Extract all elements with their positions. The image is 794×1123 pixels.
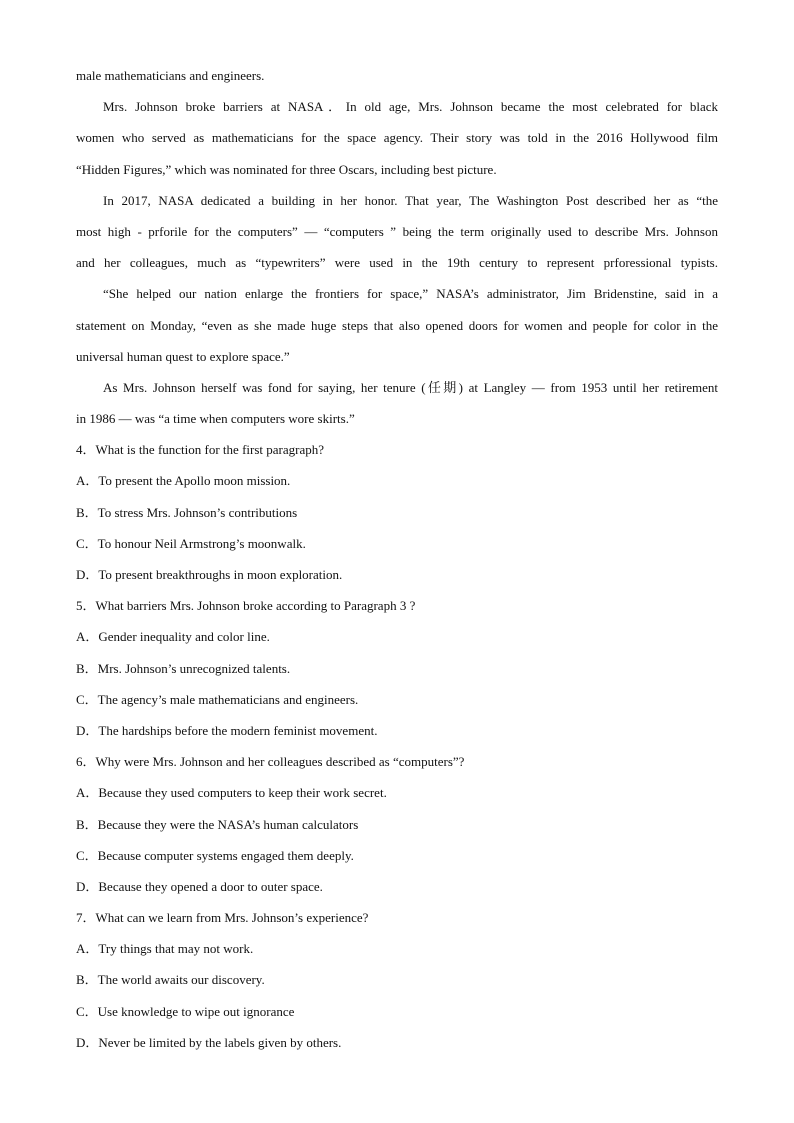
passage <box>76 66 718 440</box>
answer-option-c: C．Because computer systems engaged them deeply. <box>76 847 354 863</box>
passage-line: and her colleagues, much as “typewriters” were used in the 19th century to represent prforessional typists. <box>76 255 718 271</box>
answer-option-b: B．To stress Mrs. Johnson’s contributions <box>76 504 298 520</box>
passage-line: most high - prforile for the computers” — “computers ” being the term originally used to describe Mrs. Johnson <box>76 223 718 239</box>
answer-option-a: A．Gender inequality and color line. <box>76 629 270 645</box>
question-5 <box>76 596 718 752</box>
answer-option-d: D．Because they opened a door to outer space. <box>76 878 323 894</box>
question-stem: 5．What barriers Mrs. Johnson broke according to Paragraph 3 ? <box>76 598 416 614</box>
passage-line: “Hidden Figures,” which was nominated for three Oscars, including best picture. <box>76 161 497 177</box>
question-stem: 7．What can we learn from Mrs. Johnson’s experience? <box>76 910 369 926</box>
answer-option-b: B．The world awaits our discovery. <box>76 972 265 988</box>
answer-option-a: A．Try things that may not work. <box>76 941 254 957</box>
passage-line: As Mrs. Johnson herself was fond for saying, her tenure (任期) at Langley — from 1953 until her retirement <box>103 379 718 395</box>
passage-line: In 2017, NASA dedicated a building in her honor. That year, The Washington Post described her as “the <box>103 192 718 208</box>
passage-line: male mathematicians and engineers. <box>76 68 265 83</box>
passage-line: universal human quest to explore space.” <box>76 348 290 364</box>
answer-option-a: A．Because they used computers to keep their work secret. <box>76 785 387 801</box>
passage-line: Mrs. Johnson broke barriers at NASA．In old age, Mrs. Johnson became the most celebrated for black <box>103 99 718 115</box>
answer-option-b: B．Mrs. Johnson’s unrecognized talents. <box>76 660 291 676</box>
passage-line: “She helped our nation enlarge the frontiers for space,” NASA’s administrator, Jim Bridenstine, said in a <box>103 286 718 302</box>
question-4 <box>76 440 718 596</box>
answer-option-a: A．To present the Apollo moon mission. <box>76 473 291 489</box>
question-stem: 4．What is the function for the first paragraph? <box>76 442 324 458</box>
question-6 <box>76 752 718 908</box>
answer-option-c: C．To honour Neil Armstrong’s moonwalk. <box>76 535 306 551</box>
answer-option-c: C．Use knowledge to wipe out ignorance <box>76 1003 295 1019</box>
question-stem: 6．Why were Mrs. Johnson and her colleagues described as “computers”? <box>76 754 465 770</box>
passage-line: statement on Monday, “even as she made huge steps that also opened doors for women and people for color in the <box>76 317 718 333</box>
question-7 <box>76 908 718 1064</box>
passage-line: women who served as mathematicians for the space agency. Their story was told in the 2016 Hollywood film <box>76 130 718 146</box>
document-page <box>76 66 718 1064</box>
answer-option-b: B．Because they were the NASA’s human calculators <box>76 816 359 832</box>
passage-line: in 1986 — was “a time when computers wore skirts.” <box>76 411 355 427</box>
answer-option-d: D．To present breakthroughs in moon exploration. <box>76 567 343 582</box>
answer-option-c: C．The agency’s male mathematicians and engineers. <box>76 691 359 707</box>
answer-option-d: D．The hardships before the modern feminist movement. <box>76 722 378 738</box>
answer-option-d: D．Never be limited by the labels given by others. <box>76 1034 342 1050</box>
